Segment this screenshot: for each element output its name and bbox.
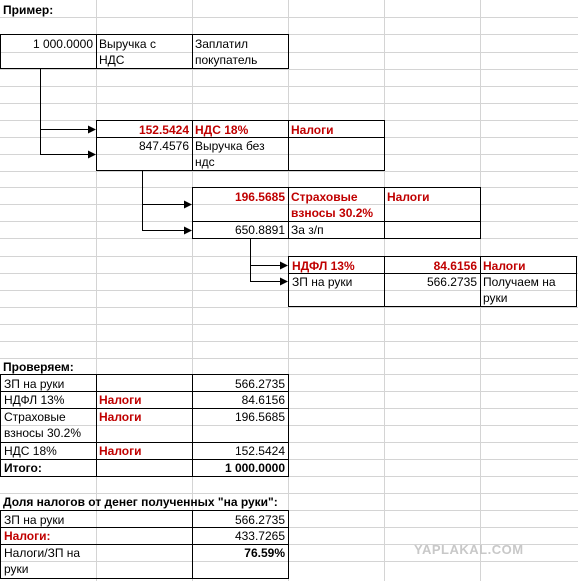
check-insurance-tag: Налоги bbox=[96, 408, 193, 443]
revenue-without-vat-label: Выручка без ндс bbox=[192, 137, 289, 171]
example-heading: Пример: bbox=[3, 3, 54, 17]
revenue-with-vat-amount: 1 000.0000 bbox=[0, 34, 97, 69]
salary-fund-amount: 650.8891 bbox=[192, 221, 289, 239]
empty-cell bbox=[96, 510, 193, 528]
check-net-salary-tag bbox=[96, 374, 193, 392]
check-income-tax-label: НДФЛ 13% bbox=[0, 391, 97, 409]
vat-amount: 152.5424 bbox=[96, 120, 193, 138]
check-insurance-label: Страховые взносы 30.2% bbox=[0, 408, 97, 443]
vat-tax-tag: Налоги bbox=[288, 120, 385, 138]
check-heading: Проверяем: bbox=[3, 360, 74, 374]
check-vat-label: НДС 18% bbox=[0, 442, 97, 460]
insurance-label: Страховые взносы 30.2% bbox=[288, 187, 385, 222]
empty-cell bbox=[96, 527, 193, 545]
arrow-to-net-salary bbox=[251, 266, 288, 282]
revenue-with-vat-label: Выручка с НДС bbox=[96, 34, 193, 69]
check-total-value: 1 000.0000 bbox=[192, 459, 289, 477]
income-tax-amount: 84.6156 bbox=[384, 256, 481, 274]
watermark: YAPLAKAL.COM bbox=[414, 542, 524, 557]
arrow-to-income-tax bbox=[251, 239, 288, 266]
check-vat-tag: Налоги bbox=[96, 442, 193, 460]
check-insurance-value: 196.5685 bbox=[192, 408, 289, 443]
income-tax-label: НДФЛ 13% bbox=[288, 256, 385, 274]
arrow-to-salary-fund bbox=[143, 205, 192, 231]
salary-fund-label: За з/п bbox=[288, 221, 385, 239]
net-salary-amount: 566.2735 bbox=[384, 273, 481, 307]
check-net-salary-value: 566.2735 bbox=[192, 374, 289, 392]
arrow-to-insurance bbox=[143, 171, 192, 205]
net-salary-note: Получаем на руки bbox=[480, 273, 577, 307]
share-taxes-label: Налоги: bbox=[0, 527, 97, 545]
net-salary-label: ЗП на руки bbox=[288, 273, 385, 307]
check-income-tax-tag: Налоги bbox=[96, 391, 193, 409]
check-total-label: Итого: bbox=[0, 459, 97, 477]
empty-cell bbox=[96, 544, 193, 579]
share-ratio-label: Налоги/ЗП на руки bbox=[0, 544, 97, 579]
share-ratio-value: 76.59% bbox=[192, 544, 289, 579]
insurance-tax-tag: Налоги bbox=[384, 187, 481, 222]
revenue-without-vat-amount: 847.4576 bbox=[96, 137, 193, 171]
empty-cell bbox=[96, 459, 193, 477]
arrow-to-vat bbox=[41, 69, 96, 130]
share-heading: Доля налогов от денег полученных "на руки": bbox=[3, 495, 278, 509]
share-net-salary-value: 566.2735 bbox=[192, 510, 289, 528]
insurance-amount: 196.5685 bbox=[192, 187, 289, 222]
share-net-salary-label: ЗП на руки bbox=[0, 510, 97, 528]
check-vat-value: 152.5424 bbox=[192, 442, 289, 460]
arrow-to-revenue-without-vat bbox=[41, 130, 96, 155]
check-net-salary-label: ЗП на руки bbox=[0, 374, 97, 392]
customer-paid-note: Заплатил покупатель bbox=[192, 34, 289, 69]
vat-label: НДС 18% bbox=[192, 120, 289, 138]
check-income-tax-value: 84.6156 bbox=[192, 391, 289, 409]
income-tax-tag: Налоги bbox=[480, 256, 577, 274]
share-taxes-value: 433.7265 bbox=[192, 527, 289, 545]
